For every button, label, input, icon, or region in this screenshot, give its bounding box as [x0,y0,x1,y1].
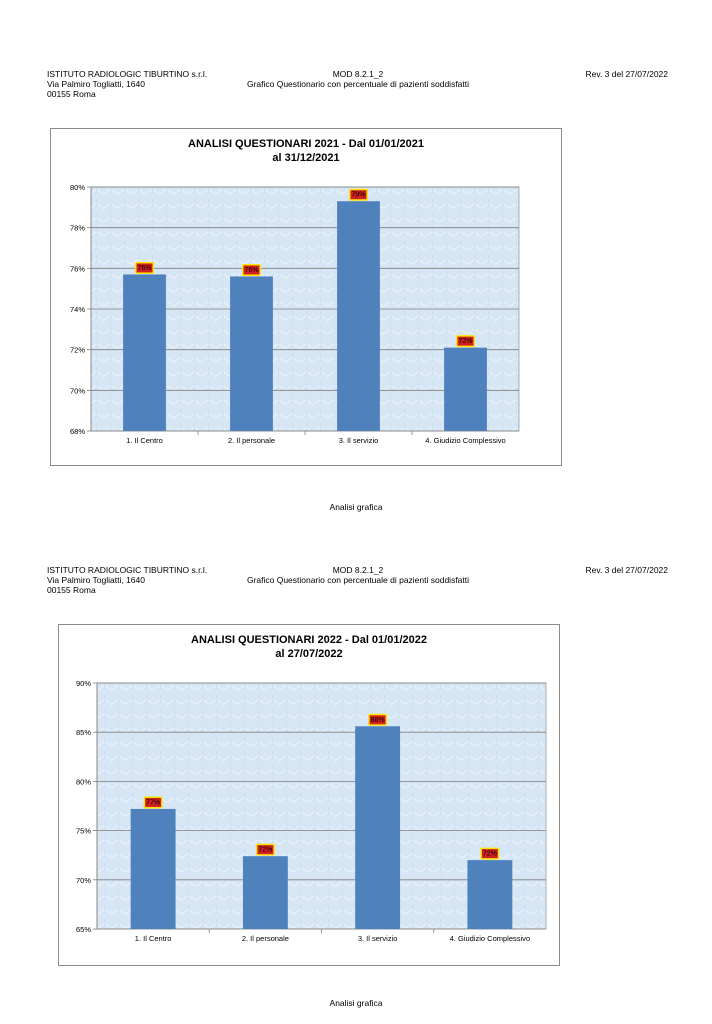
y-tick-label: 65% [75,925,91,934]
document-code: MOD 8.2.1_2 [332,69,384,79]
x-tick-label: 2. Il personale [241,934,289,943]
y-tick-label: 68% [69,427,85,436]
y-tick-label: 76% [69,264,85,274]
company-block [47,69,207,99]
chart-title: ANALISI QUESTIONARI 2021 - Dal 01/01/2021 [188,138,424,150]
y-tick-label: 85% [75,728,91,738]
y-tick-label: 70% [69,386,85,396]
y-tick-label: 80% [69,183,85,192]
data-label-text: 72% [458,338,473,346]
document-title: Grafico Questionario con percentuale di pazienti soddisfatti [246,575,470,585]
bar [243,856,288,929]
bar [444,348,487,431]
y-tick-label: 74% [69,305,85,314]
company-name: ISTITUTO RADIOLOGIC TIBURTINO s.r.l. [47,69,208,79]
x-tick-label: 1. Il Centro [134,934,172,943]
data-label-text: 77% [146,799,161,807]
data-label [256,844,275,856]
company-name: ISTITUTO RADIOLOGIC TIBURTINO s.r.l. [47,565,208,575]
chart-title-date-range: al 27/07/2022 [275,648,343,660]
bar-chart-2022 [59,625,559,965]
data-label-text: 72% [482,850,497,858]
bar [337,201,380,431]
x-tick-label: 4. Giudizio Complessivo [449,934,531,943]
company-address: Via Palmiro Togliatti, 1640 [47,79,145,89]
data-label [480,848,499,860]
company-city: 00155 Roma [47,585,96,595]
bar [355,726,400,929]
data-label [368,714,387,726]
document-block [200,565,516,585]
company-address: Via Palmiro Togliatti, 1640 [47,575,145,585]
x-tick-label: 1. Il Centro [126,436,163,445]
x-tick-label: 3. Il servizio [357,934,398,943]
data-label [135,262,154,274]
bar [123,274,166,431]
data-label-text: 72% [258,846,273,854]
bar-chart-2021 [51,129,561,465]
chart-frame-2021 [50,128,562,466]
document-block [200,69,516,89]
company-city: 00155 Roma [47,89,96,99]
data-label [242,264,261,276]
x-tick-label: 3. Il servizio [338,436,379,445]
bar [230,276,273,431]
data-label-text: 76% [137,264,152,272]
x-tick-label: 4. Giudizio Complessivo [425,436,506,445]
y-tick-label: 70% [75,875,91,885]
data-label-text: 79% [351,191,366,199]
chart-title-date-range: al 31/12/2021 [272,152,340,164]
data-label-text: 76% [244,266,259,274]
bar [131,809,176,929]
y-tick-label: 75% [75,826,91,836]
bar [467,860,512,929]
company-block [47,565,207,595]
chart-caption: Analisi grafica [329,502,383,512]
x-tick-label: 2. Il personale [227,436,276,445]
y-tick-label: 78% [69,223,85,233]
y-tick-label: 80% [75,777,91,787]
data-label [456,335,475,347]
document-title: Grafico Questionario con percentuale di pazienti soddisfatti [246,79,470,89]
data-label [144,796,163,808]
revision-label: Rev. 3 del 27/07/2022 [585,69,668,79]
y-tick-label: 72% [69,345,85,355]
document-code: MOD 8.2.1_2 [332,565,384,575]
y-tick-label: 90% [75,679,91,688]
chart-frame-2022 [58,624,560,966]
data-label-text: 86% [370,716,385,724]
chart-title: ANALISI QUESTIONARI 2022 - Dal 01/01/2022 [191,634,427,646]
revision-label: Rev. 3 del 27/07/2022 [585,565,668,575]
data-label [349,189,368,201]
chart-caption: Analisi grafica [329,998,383,1008]
